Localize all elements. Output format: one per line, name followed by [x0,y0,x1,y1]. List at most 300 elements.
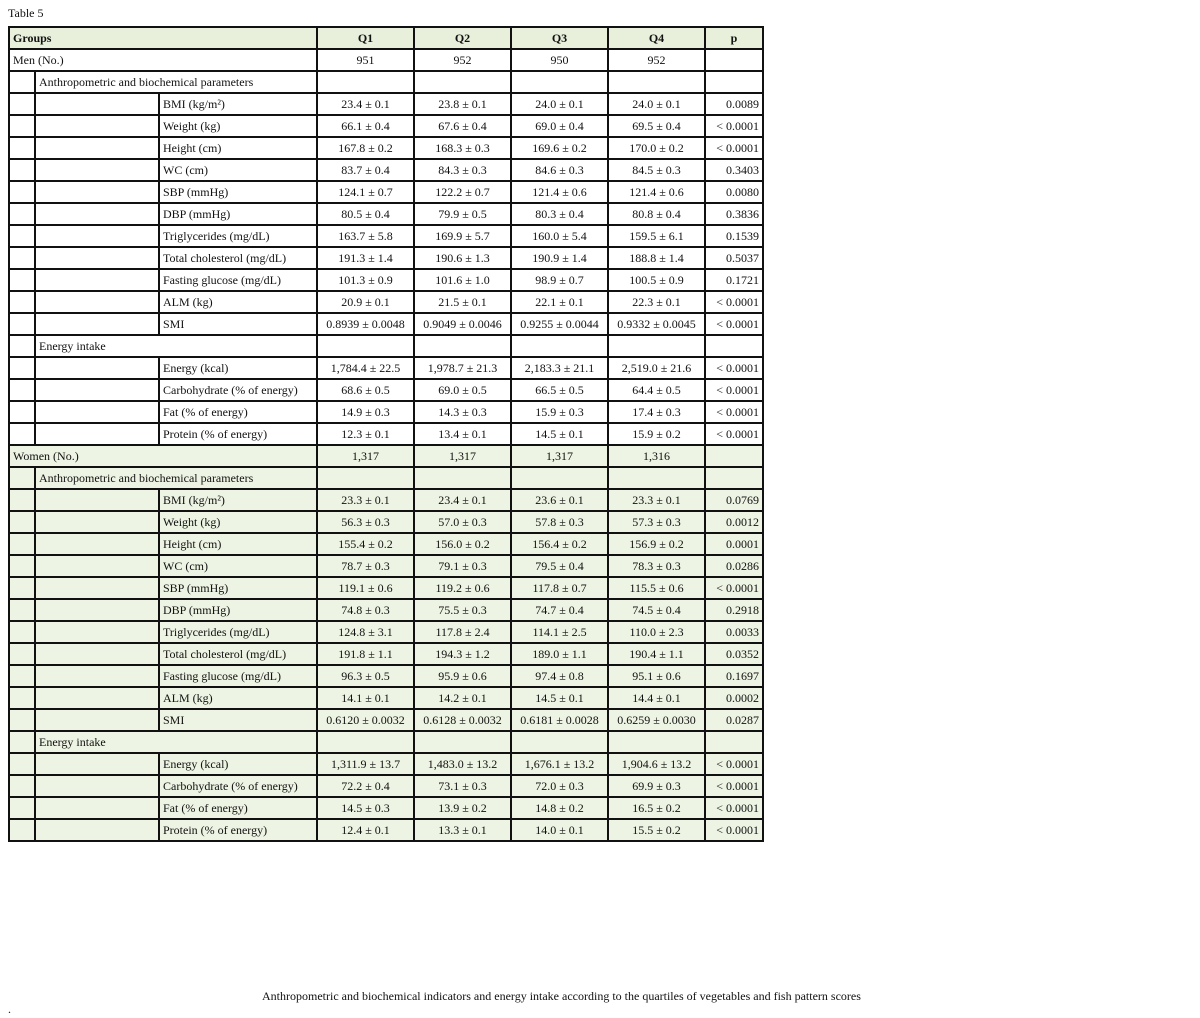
quartile-value: 23.4 ± 0.1 [414,489,511,511]
header-groups: Groups [9,27,317,49]
empty-cell [414,335,511,357]
quartile-value: 16.5 ± 0.2 [608,797,705,819]
table-row [9,181,763,203]
indent-cell [9,819,35,841]
empty-cell [511,335,608,357]
subsection-row [9,467,763,489]
indent-cell [9,467,35,489]
quartile-value: 122.2 ± 0.7 [414,181,511,203]
quartile-value: 12.3 ± 0.1 [317,423,414,445]
empty-cell [511,71,608,93]
empty-cell [608,335,705,357]
quartile-value: 79.5 ± 0.4 [511,555,608,577]
group-count: 952 [608,49,705,71]
table-row [9,313,763,335]
indent-cell [35,291,159,313]
quartile-value: 24.0 ± 0.1 [511,93,608,115]
quartile-value: 170.0 ± 0.2 [608,137,705,159]
group-count: 951 [317,49,414,71]
table-row [9,797,763,819]
p-value: < 0.0001 [705,819,763,841]
p-value: 0.3836 [705,203,763,225]
footnote-mark: . [8,1002,11,1016]
quartile-value: 0.6120 ± 0.0032 [317,709,414,731]
p-value: 0.1697 [705,665,763,687]
p-value: < 0.0001 [705,357,763,379]
quartile-value: 0.9049 ± 0.0046 [414,313,511,335]
indent-cell [9,577,35,599]
indent-cell [9,533,35,555]
row-label: Energy (kcal) [159,357,317,379]
row-label: SBP (mmHg) [159,577,317,599]
p-value: 0.0033 [705,621,763,643]
quartile-value: 14.0 ± 0.1 [511,819,608,841]
row-label: Height (cm) [159,533,317,555]
p-value: 0.0286 [705,555,763,577]
group-count: 1,317 [317,445,414,467]
header-q2: Q2 [414,27,511,49]
quartile-value: 14.9 ± 0.3 [317,401,414,423]
table-row [9,753,763,775]
quartile-value: 168.3 ± 0.3 [414,137,511,159]
quartile-value: 57.0 ± 0.3 [414,511,511,533]
indent-cell [35,269,159,291]
group-count: 952 [414,49,511,71]
quartile-value: 23.8 ± 0.1 [414,93,511,115]
quartile-value: 23.4 ± 0.1 [317,93,414,115]
quartile-value: 69.5 ± 0.4 [608,115,705,137]
p-value: 0.2918 [705,599,763,621]
row-label: Carbohydrate (% of energy) [159,379,317,401]
empty-cell [414,731,511,753]
quartile-value: 115.5 ± 0.6 [608,577,705,599]
quartile-value: 83.7 ± 0.4 [317,159,414,181]
quartile-value: 189.0 ± 1.1 [511,643,608,665]
subsection-label: Energy intake [35,335,317,357]
table-row [9,379,763,401]
indent-cell [9,115,35,137]
quartile-value: 159.5 ± 6.1 [608,225,705,247]
quartile-value: 0.9255 ± 0.0044 [511,313,608,335]
indent-cell [9,643,35,665]
group-count: 950 [511,49,608,71]
group-count: 1,317 [414,445,511,467]
empty-cell [511,731,608,753]
indent-cell [35,533,159,555]
indent-cell [9,621,35,643]
subsection-label: Anthropometric and biochemical parameters [35,71,317,93]
row-label: SMI [159,313,317,335]
table-row [9,577,763,599]
indent-cell [35,357,159,379]
empty-cell [705,335,763,357]
quartile-value: 156.9 ± 0.2 [608,533,705,555]
indent-cell [9,225,35,247]
quartile-value: 74.8 ± 0.3 [317,599,414,621]
indent-cell [35,489,159,511]
group-count: 1,316 [608,445,705,467]
p-value: < 0.0001 [705,379,763,401]
quartile-value: 15.9 ± 0.3 [511,401,608,423]
indent-cell [35,665,159,687]
indent-cell [9,555,35,577]
indent-cell [9,489,35,511]
indent-cell [35,181,159,203]
quartile-value: 15.9 ± 0.2 [608,423,705,445]
quartile-value: 14.3 ± 0.3 [414,401,511,423]
table-row [9,643,763,665]
quartile-value: 78.3 ± 0.3 [608,555,705,577]
row-label: SMI [159,709,317,731]
quartile-value: 2,519.0 ± 21.6 [608,357,705,379]
quartile-value: 95.9 ± 0.6 [414,665,511,687]
empty-cell [414,467,511,489]
p-value: 0.0002 [705,687,763,709]
row-label: Carbohydrate (% of energy) [159,775,317,797]
p-value: < 0.0001 [705,115,763,137]
header-q3: Q3 [511,27,608,49]
results-table [8,26,764,842]
table-row [9,203,763,225]
quartile-value: 169.6 ± 0.2 [511,137,608,159]
p-value: 0.1721 [705,269,763,291]
p-value: 0.0352 [705,643,763,665]
table-row [9,489,763,511]
row-label: Total cholesterol (mg/dL) [159,247,317,269]
quartile-value: 80.8 ± 0.4 [608,203,705,225]
quartile-value: 1,904.6 ± 13.2 [608,753,705,775]
table-row [9,665,763,687]
indent-cell [9,181,35,203]
empty-cell [705,731,763,753]
p-value: 0.0012 [705,511,763,533]
quartile-value: 190.6 ± 1.3 [414,247,511,269]
quartile-value: 80.3 ± 0.4 [511,203,608,225]
quartile-value: 169.9 ± 5.7 [414,225,511,247]
empty-cell [317,335,414,357]
row-label: Height (cm) [159,137,317,159]
indent-cell [35,137,159,159]
quartile-value: 98.9 ± 0.7 [511,269,608,291]
empty-cell [705,71,763,93]
p-value: 0.5037 [705,247,763,269]
quartile-value: 1,784.4 ± 22.5 [317,357,414,379]
indent-cell [35,401,159,423]
quartile-value: 124.8 ± 3.1 [317,621,414,643]
quartile-value: 14.5 ± 0.3 [317,797,414,819]
empty-cell [317,731,414,753]
p-value: < 0.0001 [705,775,763,797]
group-row-men [9,49,763,71]
group-row-women [9,445,763,467]
quartile-value: 73.1 ± 0.3 [414,775,511,797]
quartile-value: 14.1 ± 0.1 [317,687,414,709]
subsection-label: Energy intake [35,731,317,753]
empty-cell [511,467,608,489]
indent-cell [9,203,35,225]
quartile-value: 23.3 ± 0.1 [608,489,705,511]
group-label: Women (No.) [9,445,317,467]
quartile-value: 110.0 ± 2.3 [608,621,705,643]
indent-cell [35,511,159,533]
empty-cell [317,71,414,93]
quartile-value: 57.3 ± 0.3 [608,511,705,533]
subsection-label: Anthropometric and biochemical parameters [35,467,317,489]
quartile-value: 0.6181 ± 0.0028 [511,709,608,731]
empty-cell [705,49,763,71]
table-row [9,819,763,841]
row-label: Fat (% of energy) [159,797,317,819]
row-label: Fat (% of energy) [159,401,317,423]
quartile-value: 23.6 ± 0.1 [511,489,608,511]
indent-cell [9,71,35,93]
row-label: Fasting glucose (mg/dL) [159,269,317,291]
quartile-value: 14.5 ± 0.1 [511,687,608,709]
quartile-value: 14.2 ± 0.1 [414,687,511,709]
indent-cell [9,291,35,313]
indent-cell [35,203,159,225]
quartile-value: 191.3 ± 1.4 [317,247,414,269]
quartile-value: 79.9 ± 0.5 [414,203,511,225]
quartile-value: 80.5 ± 0.4 [317,203,414,225]
table-row [9,247,763,269]
header-row [9,27,763,49]
quartile-value: 17.4 ± 0.3 [608,401,705,423]
p-value: 0.0080 [705,181,763,203]
quartile-value: 14.4 ± 0.1 [608,687,705,709]
quartile-value: 100.5 ± 0.9 [608,269,705,291]
quartile-value: 101.6 ± 1.0 [414,269,511,291]
indent-cell [9,357,35,379]
empty-cell [705,445,763,467]
table-row [9,401,763,423]
p-value: < 0.0001 [705,753,763,775]
quartile-value: 84.5 ± 0.3 [608,159,705,181]
empty-cell [705,467,763,489]
quartile-value: 72.2 ± 0.4 [317,775,414,797]
indent-cell [35,643,159,665]
quartile-value: 69.0 ± 0.5 [414,379,511,401]
row-label: ALM (kg) [159,291,317,313]
quartile-value: 117.8 ± 0.7 [511,577,608,599]
quartile-value: 13.3 ± 0.1 [414,819,511,841]
row-label: Triglycerides (mg/dL) [159,225,317,247]
quartile-value: 121.4 ± 0.6 [608,181,705,203]
indent-cell [35,555,159,577]
p-value: 0.0769 [705,489,763,511]
row-label: SBP (mmHg) [159,181,317,203]
empty-cell [608,71,705,93]
group-count: 1,317 [511,445,608,467]
quartile-value: 95.1 ± 0.6 [608,665,705,687]
table-row [9,687,763,709]
p-value: < 0.0001 [705,423,763,445]
quartile-value: 97.4 ± 0.8 [511,665,608,687]
quartile-value: 13.9 ± 0.2 [414,797,511,819]
p-value: 0.0089 [705,93,763,115]
quartile-value: 14.5 ± 0.1 [511,423,608,445]
row-label: DBP (mmHg) [159,599,317,621]
p-value: < 0.0001 [705,137,763,159]
row-label: WC (cm) [159,555,317,577]
indent-cell [9,665,35,687]
row-label: Protein (% of energy) [159,423,317,445]
quartile-value: 2,183.3 ± 21.1 [511,357,608,379]
indent-cell [9,335,35,357]
indent-cell [9,687,35,709]
quartile-value: 24.0 ± 0.1 [608,93,705,115]
quartile-value: 69.9 ± 0.3 [608,775,705,797]
indent-cell [35,775,159,797]
quartile-value: 163.7 ± 5.8 [317,225,414,247]
quartile-value: 66.1 ± 0.4 [317,115,414,137]
subsection-row [9,335,763,357]
quartile-value: 121.4 ± 0.6 [511,181,608,203]
table-row [9,357,763,379]
table-row [9,533,763,555]
indent-cell [35,247,159,269]
row-label: Weight (kg) [159,511,317,533]
quartile-value: 188.8 ± 1.4 [608,247,705,269]
row-label: BMI (kg/m²) [159,489,317,511]
indent-cell [9,137,35,159]
table-row [9,599,763,621]
indent-cell [9,599,35,621]
quartile-value: 64.4 ± 0.5 [608,379,705,401]
quartile-value: 190.9 ± 1.4 [511,247,608,269]
row-label: ALM (kg) [159,687,317,709]
quartile-value: 167.8 ± 0.2 [317,137,414,159]
table-row [9,511,763,533]
quartile-value: 56.3 ± 0.3 [317,511,414,533]
row-label: BMI (kg/m²) [159,93,317,115]
quartile-value: 66.5 ± 0.5 [511,379,608,401]
quartile-value: 0.9332 ± 0.0045 [608,313,705,335]
quartile-value: 68.6 ± 0.5 [317,379,414,401]
indent-cell [35,819,159,841]
indent-cell [35,93,159,115]
indent-cell [9,423,35,445]
quartile-value: 23.3 ± 0.1 [317,489,414,511]
indent-cell [35,577,159,599]
indent-cell [9,511,35,533]
quartile-value: 13.4 ± 0.1 [414,423,511,445]
indent-cell [35,687,159,709]
quartile-value: 119.1 ± 0.6 [317,577,414,599]
row-label: Energy (kcal) [159,753,317,775]
header-p: p [705,27,763,49]
row-label: Total cholesterol (mg/dL) [159,643,317,665]
header-q1: Q1 [317,27,414,49]
p-value: < 0.0001 [705,313,763,335]
quartile-value: 156.0 ± 0.2 [414,533,511,555]
indent-cell [9,401,35,423]
quartile-value: 0.8939 ± 0.0048 [317,313,414,335]
indent-cell [9,753,35,775]
quartile-value: 117.8 ± 2.4 [414,621,511,643]
table-row [9,269,763,291]
quartile-value: 84.3 ± 0.3 [414,159,511,181]
p-value: 0.0001 [705,533,763,555]
quartile-value: 119.2 ± 0.6 [414,577,511,599]
group-label: Men (No.) [9,49,317,71]
quartile-value: 15.5 ± 0.2 [608,819,705,841]
table-label: Table 5 [8,6,44,20]
quartile-value: 96.3 ± 0.5 [317,665,414,687]
quartile-value: 78.7 ± 0.3 [317,555,414,577]
indent-cell [9,775,35,797]
quartile-value: 194.3 ± 1.2 [414,643,511,665]
table-row [9,423,763,445]
table-row [9,225,763,247]
quartile-value: 0.6259 ± 0.0030 [608,709,705,731]
table-body [9,27,763,841]
empty-cell [608,731,705,753]
quartile-value: 79.1 ± 0.3 [414,555,511,577]
indent-cell [35,599,159,621]
indent-cell [9,731,35,753]
indent-cell [35,159,159,181]
indent-cell [9,313,35,335]
indent-cell [35,115,159,137]
indent-cell [35,709,159,731]
p-value: < 0.0001 [705,797,763,819]
table-row [9,115,763,137]
table-caption: Anthropometric and biochemical indicators and energy intake according to the quartiles of vegetables and fish pattern scores [262,989,861,1003]
quartile-value: 22.1 ± 0.1 [511,291,608,313]
quartile-value: 14.8 ± 0.2 [511,797,608,819]
quartile-value: 1,483.0 ± 13.2 [414,753,511,775]
indent-cell [9,159,35,181]
quartile-value: 114.1 ± 2.5 [511,621,608,643]
empty-cell [317,467,414,489]
p-value: 0.3403 [705,159,763,181]
indent-cell [35,313,159,335]
table-row [9,621,763,643]
p-value: < 0.0001 [705,291,763,313]
quartile-value: 20.9 ± 0.1 [317,291,414,313]
row-label: WC (cm) [159,159,317,181]
quartile-value: 160.0 ± 5.4 [511,225,608,247]
quartile-value: 191.8 ± 1.1 [317,643,414,665]
table-row [9,93,763,115]
row-label: Triglycerides (mg/dL) [159,621,317,643]
empty-cell [608,467,705,489]
quartile-value: 1,676.1 ± 13.2 [511,753,608,775]
row-label: Fasting glucose (mg/dL) [159,665,317,687]
empty-cell [414,71,511,93]
quartile-value: 156.4 ± 0.2 [511,533,608,555]
p-value: 0.0287 [705,709,763,731]
quartile-value: 57.8 ± 0.3 [511,511,608,533]
quartile-value: 0.6128 ± 0.0032 [414,709,511,731]
indent-cell [9,797,35,819]
indent-cell [9,269,35,291]
indent-cell [35,225,159,247]
quartile-value: 190.4 ± 1.1 [608,643,705,665]
table-row [9,137,763,159]
quartile-value: 155.4 ± 0.2 [317,533,414,555]
quartile-value: 69.0 ± 0.4 [511,115,608,137]
indent-cell [9,709,35,731]
header-q4: Q4 [608,27,705,49]
quartile-value: 12.4 ± 0.1 [317,819,414,841]
indent-cell [9,379,35,401]
row-label: DBP (mmHg) [159,203,317,225]
indent-cell [35,797,159,819]
quartile-value: 75.5 ± 0.3 [414,599,511,621]
quartile-value: 22.3 ± 0.1 [608,291,705,313]
